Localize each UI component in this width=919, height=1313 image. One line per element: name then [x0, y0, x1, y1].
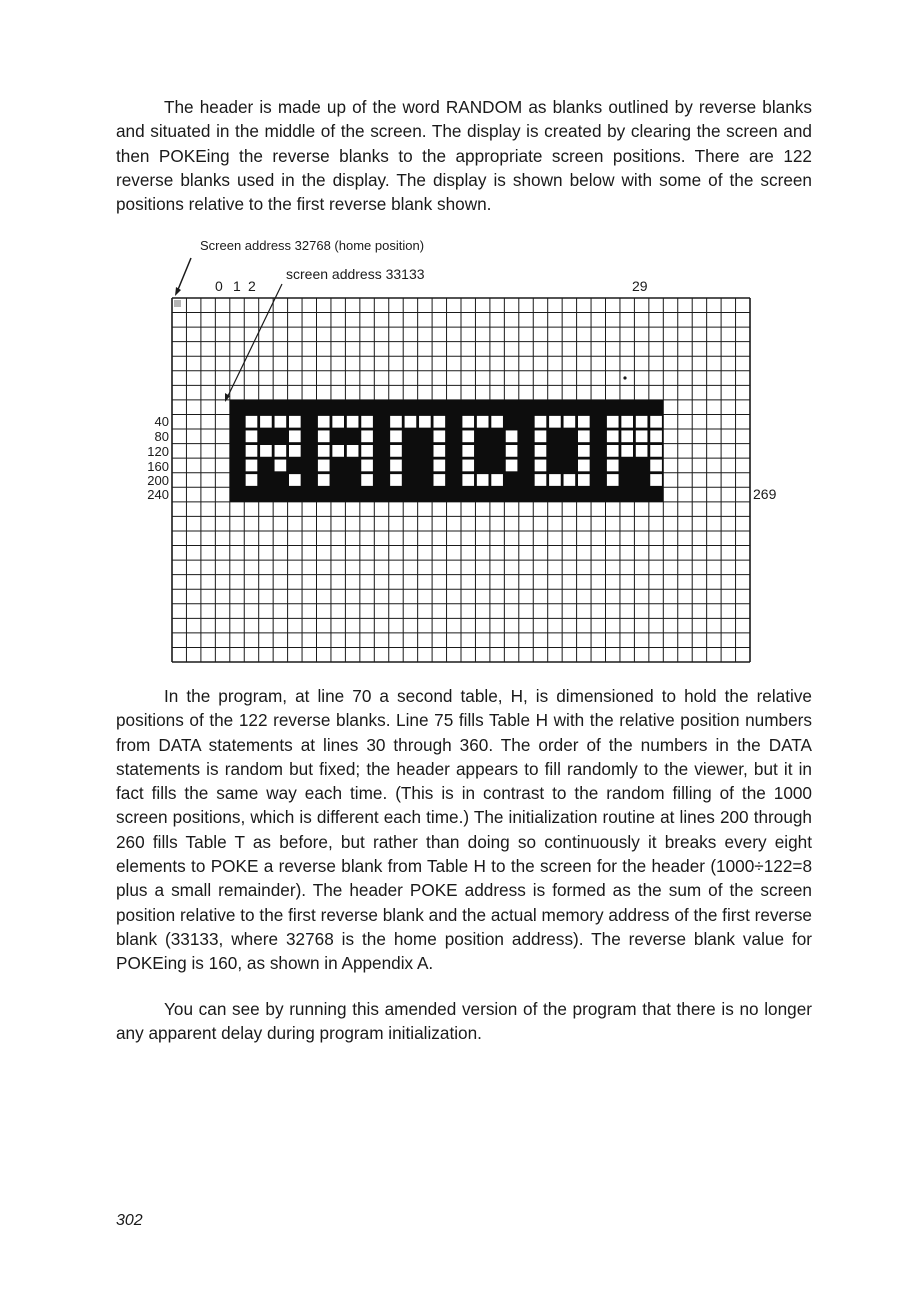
letter-cell — [246, 474, 258, 486]
letter-cell — [289, 430, 301, 442]
letter-cell — [275, 445, 287, 457]
program-explanation-paragraph: In the program, at line 70 a second table, H, is dimensioned to hold the relative positions of the 122 reverse blanks. Line 75 fills Table H with the relative position numbers from DATA statements at lines 30 through 360. The order of the numbers in the DATA statements is random but fixed; the header appears to fill randomly to the viewer, but it in fact fills the same way each time. (This is in contrast to the random filling of the 1000 screen positions, which is different each time.) The initialization routine at lines 200 through 260 fills Table T as before, but rather than doing so continuously it breaks every eight elements to POKE a reverse blank from Table H to the screen for the header (1000÷122=8 plus a small remainder). The header POKE address is formed as the sum of the screen position relative to the first reverse blank and the actual memory address of the first reverse blank (33133, where 32768 is the home position address). The reverse blank value for POKEing is 160, as shown in Appendix A. — [116, 686, 812, 974]
letter-cell — [318, 474, 330, 486]
letter-cell — [434, 445, 446, 457]
letter-cell — [636, 416, 648, 428]
row-label-200: 200 — [147, 473, 169, 488]
letter-cell — [462, 445, 474, 457]
letter-cell — [434, 416, 446, 428]
letter-cell — [390, 430, 402, 442]
letter-cell — [405, 416, 417, 428]
letter-cell — [434, 430, 446, 442]
letter-cell — [506, 460, 518, 472]
letter-cell — [535, 416, 547, 428]
end-position-label: 269 — [753, 486, 777, 502]
letter-cell — [289, 445, 301, 457]
col-label-29: 29 — [632, 278, 648, 294]
letter-cell — [462, 430, 474, 442]
col-label-2: 2 — [248, 278, 256, 294]
home-pointer-head — [175, 287, 181, 296]
letter-cell — [260, 416, 272, 428]
letter-cell — [636, 430, 648, 442]
letter-cell — [390, 460, 402, 472]
letter-cell — [332, 416, 344, 428]
row-label-80: 80 — [154, 429, 169, 444]
first-blank-address-label: screen address 33133 — [286, 266, 425, 282]
letter-cell — [361, 416, 373, 428]
letter-cell — [607, 474, 619, 486]
letter-cell — [491, 474, 503, 486]
letter-cell — [434, 460, 446, 472]
letter-cell — [607, 460, 619, 472]
letter-cell — [361, 460, 373, 472]
letter-cell — [506, 445, 518, 457]
page-number: 302 — [116, 1212, 143, 1229]
letter-cell — [535, 445, 547, 457]
letter-cell — [491, 416, 503, 428]
letter-cell — [462, 416, 474, 428]
letter-cell — [535, 460, 547, 472]
first-blank-pointer-arrow — [227, 284, 282, 398]
letter-cell — [246, 445, 258, 457]
letter-cell — [289, 416, 301, 428]
letter-cell — [477, 474, 489, 486]
letter-cell — [434, 474, 446, 486]
letter-cell — [347, 445, 359, 457]
letter-cell — [390, 416, 402, 428]
letter-cell — [607, 430, 619, 442]
letter-cell — [275, 460, 287, 472]
letter-cell — [578, 445, 590, 457]
letter-cell — [650, 416, 662, 428]
letter-cell — [636, 445, 648, 457]
home-address-label: Screen address 32768 (home position) — [200, 238, 425, 253]
letter-cell — [578, 474, 590, 486]
letter-cell — [246, 416, 258, 428]
letter-cell — [246, 430, 258, 442]
letter-cell — [390, 445, 402, 457]
letter-cell — [607, 416, 619, 428]
letter-cell — [361, 430, 373, 442]
letter-cell — [419, 416, 431, 428]
letter-cell — [650, 474, 662, 486]
row-label-120: 120 — [147, 444, 169, 459]
home-position-marker — [174, 300, 181, 307]
letter-cell — [289, 474, 301, 486]
col-label-0: 0 — [215, 278, 223, 294]
letter-cell — [347, 416, 359, 428]
letter-cell — [578, 430, 590, 442]
letter-cell — [318, 416, 330, 428]
letter-cell — [535, 474, 547, 486]
intro-paragraph: The header is made up of the word RANDOM as blanks outlined by reverse blanks and situated in the middle of the screen. The display is created by clearing the screen and then POKEing the reverse blanks to the appropriate screen positions. There are 122 reverse blanks used in the display. The display is shown below with some of the screen positions relative to the first reverse blank shown. — [116, 97, 812, 215]
letter-cell — [318, 430, 330, 442]
letter-cell — [390, 474, 402, 486]
letter-cell — [462, 474, 474, 486]
letter-cell — [318, 460, 330, 472]
letter-cell — [318, 445, 330, 457]
letter-cell — [650, 460, 662, 472]
letter-cell — [275, 416, 287, 428]
home-pointer-arrow — [177, 258, 191, 292]
row-label-40: 40 — [154, 414, 169, 429]
letter-cell — [549, 416, 561, 428]
letter-cell — [477, 416, 489, 428]
random-header — [230, 400, 664, 502]
letter-cell — [621, 416, 633, 428]
letter-cell — [564, 416, 576, 428]
letter-cell — [260, 445, 272, 457]
letter-cell — [506, 430, 518, 442]
col-label-1: 1 — [233, 278, 241, 294]
letter-cell — [650, 430, 662, 442]
grid-dot — [623, 376, 626, 379]
closing-paragraph: You can see by running this amended version of the program that there is no longer any apparent delay during program initialization. — [116, 999, 812, 1044]
letter-cell — [650, 445, 662, 457]
letter-cell — [549, 474, 561, 486]
letter-cell — [535, 430, 547, 442]
row-label-160: 160 — [147, 459, 169, 474]
letter-cell — [361, 474, 373, 486]
letter-cell — [361, 445, 373, 457]
letter-cell — [246, 460, 258, 472]
letter-cell — [578, 460, 590, 472]
letter-cell — [621, 430, 633, 442]
row-label-240: 240 — [147, 487, 169, 502]
letter-cell — [607, 445, 619, 457]
letter-cell — [332, 445, 344, 457]
letter-cell — [578, 416, 590, 428]
letter-cell — [564, 474, 576, 486]
letter-cell — [621, 445, 633, 457]
letter-cell — [462, 460, 474, 472]
